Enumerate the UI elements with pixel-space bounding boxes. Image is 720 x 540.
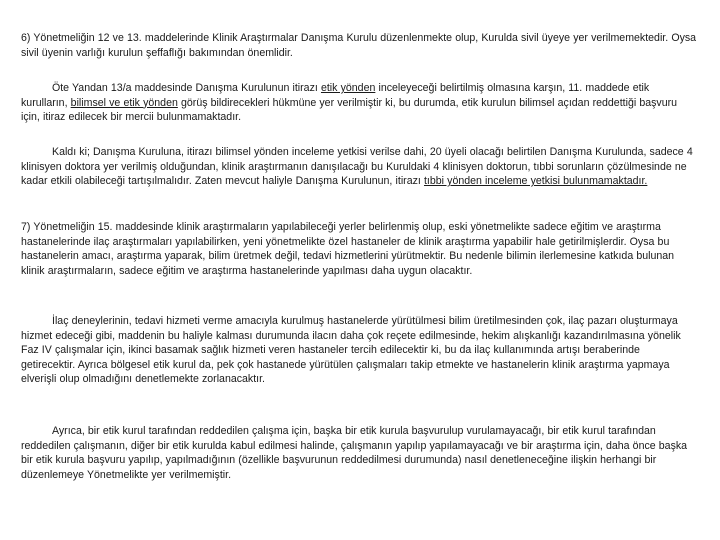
paragraph-7 xyxy=(21,220,697,278)
paragraph-6-danisma-kurulu xyxy=(21,81,697,125)
paragraph-7-text: 7) Yönetmeliğin 15. maddesinde klinik araştırmaların yapılabileceği yerler belirlenmiş olup, eski yönetmelikte sadece eğitim ve araştırma hastanelerinde ilaç araştırmaları yapılabilirken, yeni yönetmelikte özel hastaneler de klinik araştırma yapabilir hale getirilmişlerdir. Oysa bu hastanelerin amacı, araştırma yaparak, bilim üretmek değil, tedavi hizmetlerini yürütmektir. Bu nedenle bilimin ilerlemesine katkıda bulunan klinik araştırmaların, sadece eğitim ve araştırma hastanelerinde yapılması daha uygun olacaktır. xyxy=(21,221,675,277)
text-run: inceleyeceği belirtilmiş olmasına karşın, 11. maddede etik kurulların, xyxy=(21,82,650,109)
paragraph-6 xyxy=(21,31,697,60)
paragraph-7-ilac-text: İlaç deneylerinin, tedavi hizmeti verme amacıyla kurulmuş hastanelerde yürütülmesi bilim üretilmesinden çok, ilaç pazarı oluşturmaya hizmet edeceği gibi, maddenin bu haliyle kalması durumunda ilacın daha çok reçete edilmesinde, hekim alışkanlığı kazandırılmasına yönelik Faz IV çalışmalar için, ikinci basamak sağlık hizmeti veren hastaneler tercih edilecektir ki, bu da ilaç kullanımında artışı beraberinde getirecektir. Ayrıca bölgesel etik kurul da, pek çok hastanede yürütülen çalışmaları takip etmekte ve hastanelerin klinik araştırma yapmaya elverişli olup olmadığını denetlemekte zorlanacaktır. xyxy=(21,315,681,386)
text-run: Öte Yandan 13/a maddesinde Danışma Kurulunun itirazı xyxy=(52,82,321,94)
paragraph-6-text: 6) Yönetmeliğin 12 ve 13. maddelerinde Klinik Araştırmalar Danışma Kurulu düzenlenmekte olup, Kurulda sivil üyeye yer verilmemektedir. Oysa sivil üyenin varlığı kurulun şeffaflığı bakımından önemlidir. xyxy=(21,32,697,59)
paragraph-7-ayrica xyxy=(21,424,697,482)
underlined-phrase-bilimsel-ve-etik: bilimsel ve etik yönden xyxy=(70,96,178,109)
paragraph-6-kaldi-ki xyxy=(21,145,697,189)
paragraph-7-ilac-deneyleri xyxy=(21,314,697,387)
paragraph-7-ayrica-text: Ayrıca, bir etik kurul tarafından reddedilen çalışma için, başka bir etik kurula başvurulup vurulamayacağı, bir etik kurul tarafından reddedilen çalışmanın, diğer bir etik kurulda kabul edilmesi halinde, çalışmanın yapılıp yapılamayacağı ve bir araştırma için, daha önce başka bir etik kurula başvuru yapılıp, yapılmadığının (özellikle başvurunun reddedilmesi durumunda) nasıl denetleneceğine ilişkin herhangi bir düzenlemeye Yönetmelikte yer verilmemiştir. xyxy=(21,425,688,481)
text-run: Kaldı ki; Danışma Kuruluna, itirazı bilimsel yönden inceleme yetkisi verilse dahi, 20 üyeli olacağı belirtilen Danışma Kurulunda, sadece 4 klinisyen doktora yer verilmiş olduğundan, klinik araştırmanın danışılacağı bu Kuruldaki 4 klinisyen doktorun, tıbbi sorunların çözülmesinde ne kadar etkili olabileceği tartışılmalıdır. Zaten mevcut haliyle Danışma Kurulunun, itirazı xyxy=(21,146,693,188)
underlined-phrase-tibbi-yonden: tıbbi yönden inceleme yetkisi bulunmamaktadır. xyxy=(423,175,648,188)
underlined-phrase-etik-yonden: etik yönden xyxy=(320,82,376,94)
text-run: görüş bildirecekleri hükmüne yer verilmiştir ki, bu durumda, etik kurulun bilimsel açıdan reddettiği başvuru için, itiraz edilecek bir mercii bulunmamaktadır. xyxy=(21,96,678,124)
